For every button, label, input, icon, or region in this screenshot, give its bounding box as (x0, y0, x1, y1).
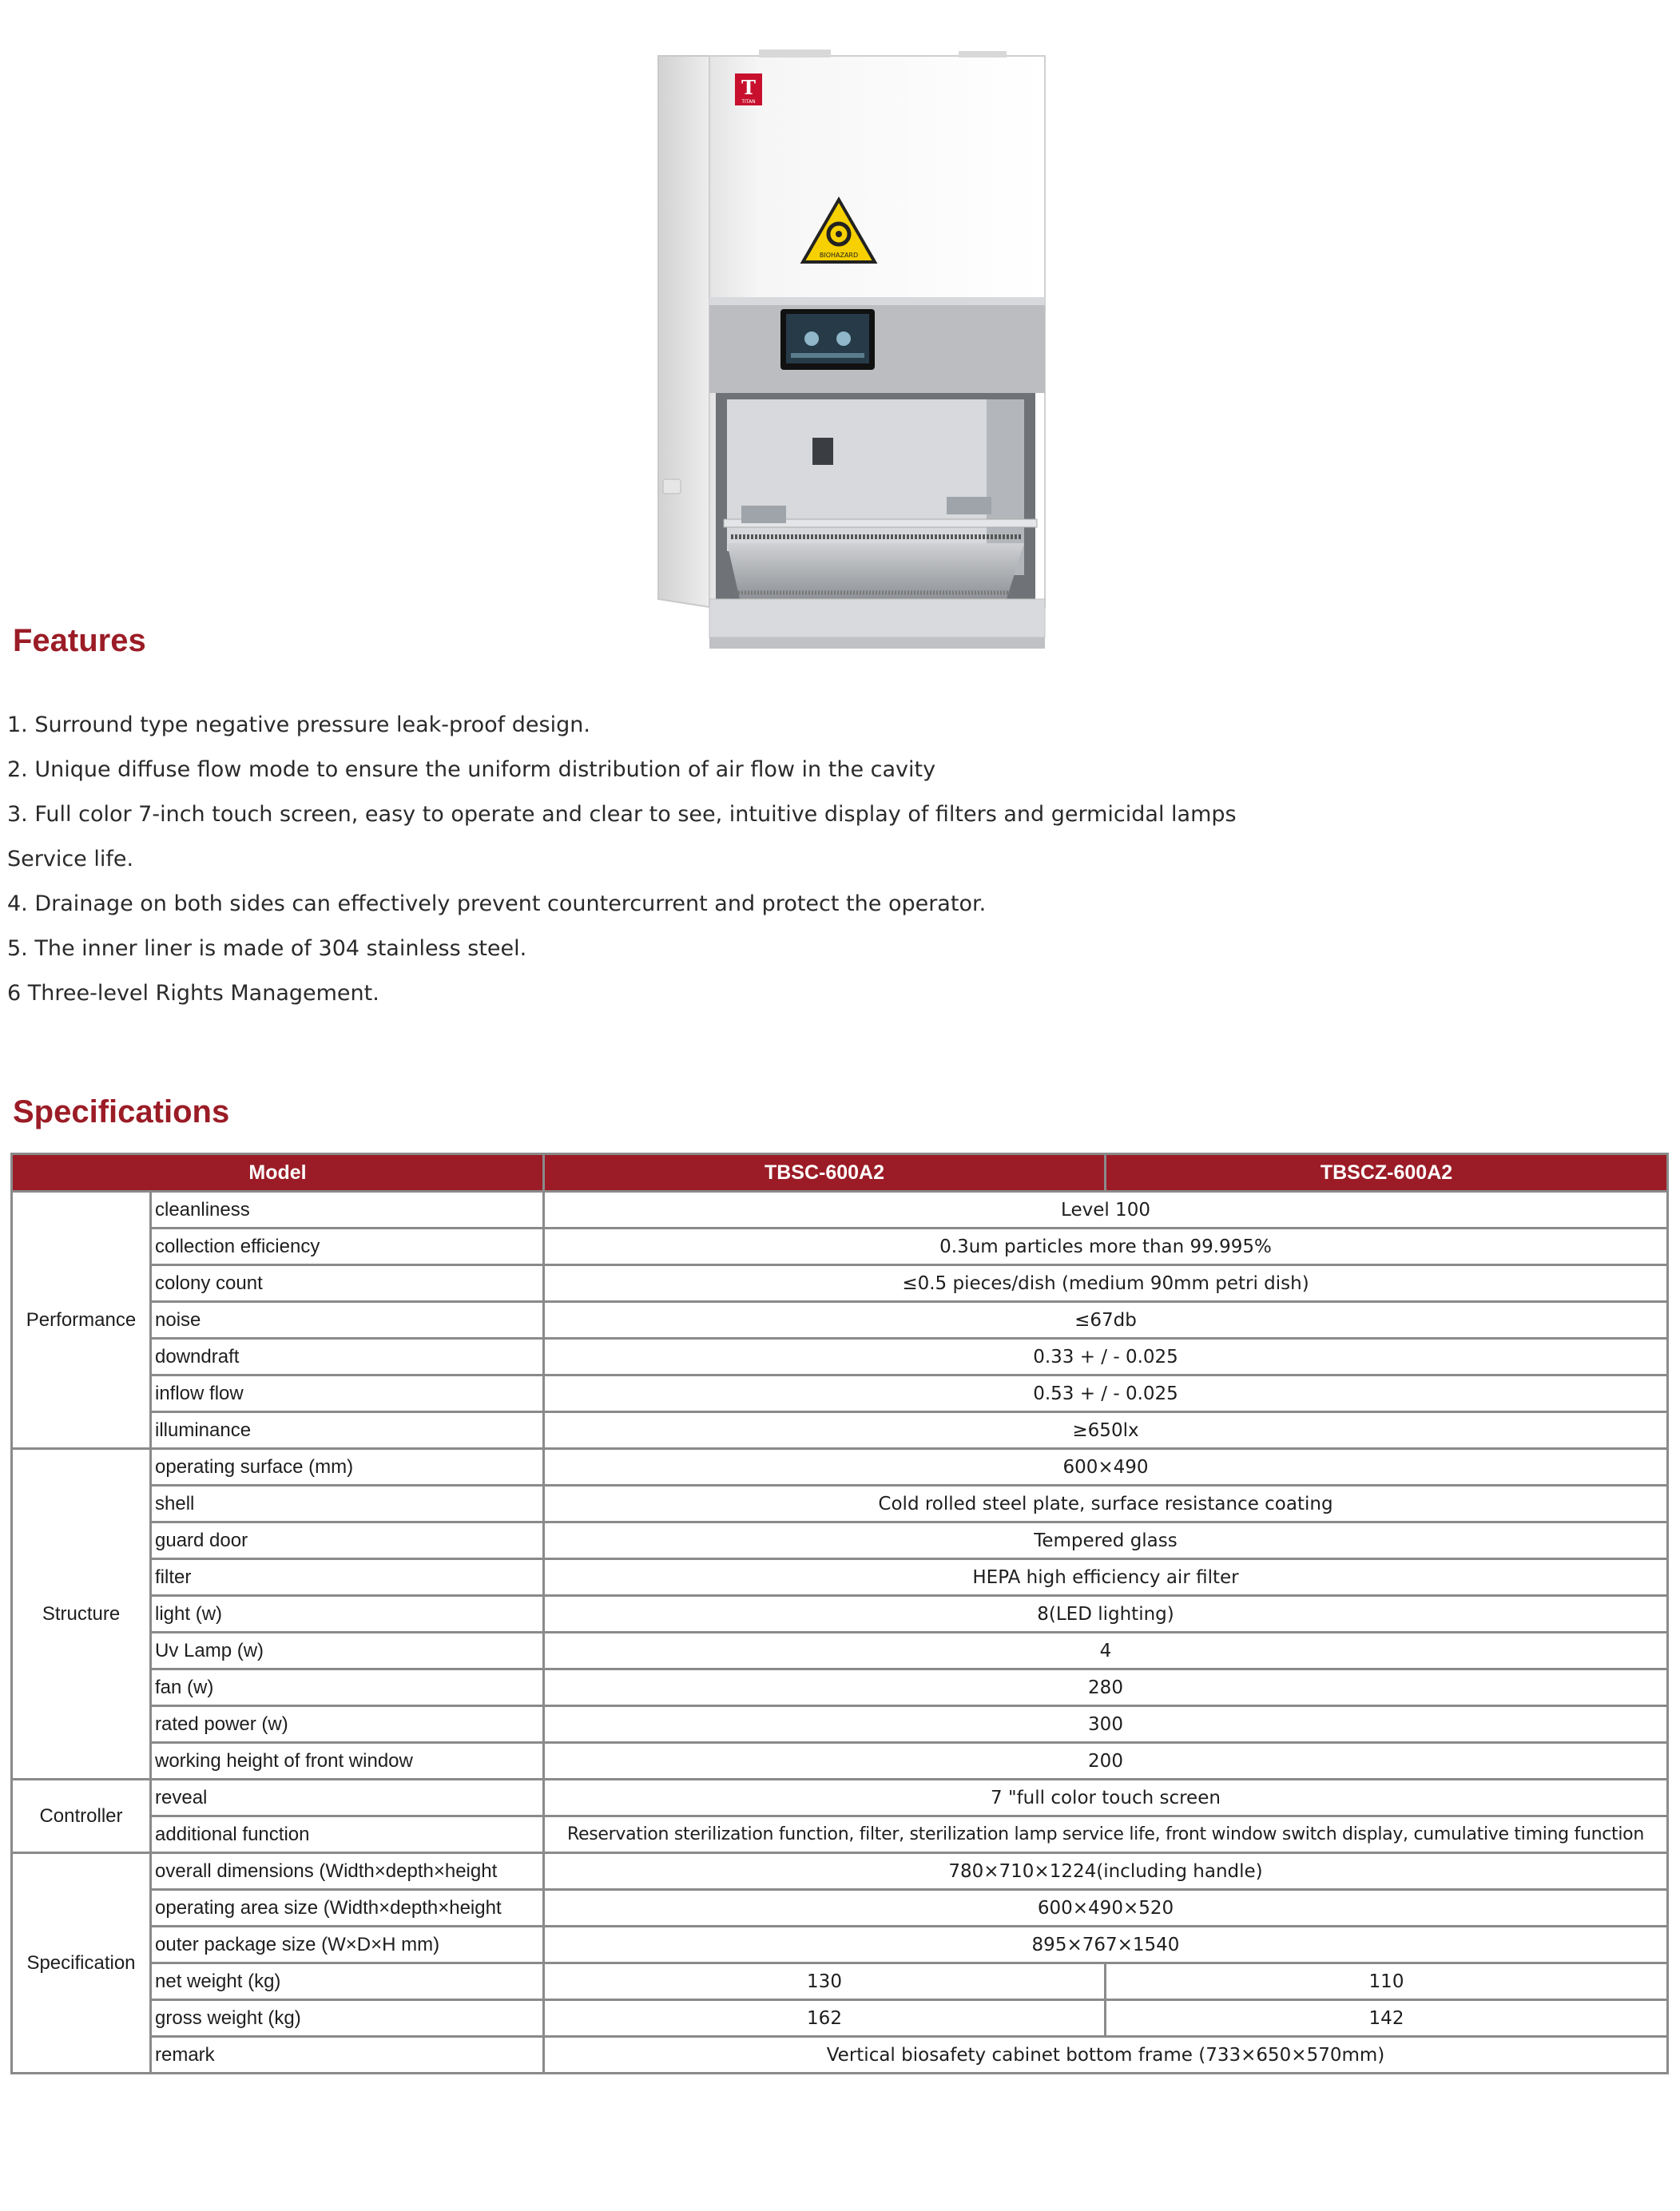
param-label: additional function (151, 1816, 544, 1853)
param-label: Uv Lamp (w) (151, 1633, 544, 1669)
feature-item: Service life. (7, 847, 134, 871)
table-row (12, 1927, 1668, 1963)
group-label-controller: Controller (12, 1780, 151, 1853)
param-label: rated power (w) (151, 1706, 544, 1743)
param-label: gross weight (kg) (151, 2000, 544, 2037)
param-value: 7 "full color touch screen (544, 1780, 1668, 1816)
feature-item: 3. Full color 7-inch touch screen, easy to operate and clear to see, intuitive display of filters and germicidal lamps (7, 802, 1237, 827)
table-row (12, 1559, 1668, 1596)
param-label: operating area size (Width×depth×height (151, 1890, 544, 1927)
param-label: reveal (151, 1780, 544, 1816)
table-row (12, 1963, 1668, 2000)
param-value: 4 (544, 1633, 1668, 1669)
table-row (12, 1449, 1668, 1486)
table-row (12, 1669, 1668, 1706)
table-header-row (12, 1154, 1668, 1192)
table-row (12, 2037, 1668, 2074)
param-value-model-a: 130 (544, 1963, 1106, 2000)
touch-screen-display (780, 309, 875, 370)
svg-text:BIOHAZARD: BIOHAZARD (819, 252, 859, 259)
param-label: light (w) (151, 1596, 544, 1633)
param-value: 8(LED lighting) (544, 1596, 1668, 1633)
table-row (12, 1633, 1668, 1669)
param-label: noise (151, 1302, 544, 1339)
group-label-specification: Specification (12, 1853, 151, 2074)
param-label: operating surface (mm) (151, 1449, 544, 1486)
param-label: filter (151, 1559, 544, 1596)
param-value: ≤0.5 pieces/dish (medium 90mm petri dish) (544, 1265, 1668, 1302)
specifications-heading: Specifications (13, 1094, 230, 1129)
param-label: collection efficiency (151, 1229, 544, 1265)
table-row (12, 1412, 1668, 1449)
table-row (12, 1522, 1668, 1559)
param-label: downdraft (151, 1339, 544, 1375)
table-row (12, 1375, 1668, 1412)
table-row (12, 1743, 1668, 1780)
table-row (12, 1192, 1668, 1229)
param-value: 0.53 + / - 0.025 (544, 1375, 1668, 1412)
table-row (12, 2000, 1668, 2037)
param-label: colony count (151, 1265, 544, 1302)
param-label: inflow flow (151, 1375, 544, 1412)
table-row (12, 1339, 1668, 1375)
feature-item: 4. Drainage on both sides can effectively prevent countercurrent and protect the operator. (7, 891, 987, 916)
param-value: ≤67db (544, 1302, 1668, 1339)
group-label-performance: Performance (12, 1192, 151, 1449)
table-row (12, 1265, 1668, 1302)
param-value: 600×490 (544, 1449, 1668, 1486)
param-value: Level 100 (544, 1192, 1668, 1229)
param-value: Reservation sterilization function, filter, sterilization lamp service life, front window switch display, cumulative timing function (544, 1816, 1668, 1853)
param-value: 0.3um particles more than 99.995% (544, 1229, 1668, 1265)
param-value: 780×710×1224(including handle) (544, 1853, 1668, 1890)
group-label-structure: Structure (12, 1449, 151, 1780)
table-row (12, 1486, 1668, 1522)
param-label: guard door (151, 1522, 544, 1559)
param-label: working height of front window (151, 1743, 544, 1780)
table-row (12, 1853, 1668, 1890)
table-row (12, 1229, 1668, 1265)
feature-item: 5. The inner liner is made of 304 stainless steel. (7, 936, 527, 961)
param-value: Cold rolled steel plate, surface resistance coating (544, 1486, 1668, 1522)
param-value: 0.33 + / - 0.025 (544, 1339, 1668, 1375)
model-a-header: TBSC-600A2 (544, 1154, 1106, 1192)
feature-item: 6 Three-level Rights Management. (7, 981, 379, 1006)
svg-text:TITAN: TITAN (741, 99, 756, 105)
param-value-model-b: 110 (1106, 1963, 1668, 2000)
param-label: shell (151, 1486, 544, 1522)
features-heading: Features (13, 623, 146, 658)
model-header: Model (12, 1154, 544, 1192)
table-row (12, 1780, 1668, 1816)
feature-item: 2. Unique diffuse flow mode to ensure the uniform distribution of air flow in the cavity (7, 757, 936, 782)
param-value: ≥650lx (544, 1412, 1668, 1449)
param-value-model-b: 142 (1106, 2000, 1668, 2037)
param-value: 600×490×520 (544, 1890, 1668, 1927)
param-label: remark (151, 2037, 544, 2074)
param-label: illuminance (151, 1412, 544, 1449)
specifications-table (10, 1153, 1669, 2074)
param-label: fan (w) (151, 1669, 544, 1706)
features-list (7, 703, 1605, 1016)
param-label: cleanliness (151, 1192, 544, 1229)
brand-logo-letter: T (741, 76, 756, 99)
table-row (12, 1890, 1668, 1927)
param-label: outer package size (W×D×H mm) (151, 1927, 544, 1963)
param-value: 300 (544, 1706, 1668, 1743)
param-value: 200 (544, 1743, 1668, 1780)
param-value: Vertical biosafety cabinet bottom frame (733×650×570mm) (544, 2037, 1668, 2074)
param-label: overall dimensions (Width×depth×height (151, 1853, 544, 1890)
param-label: net weight (kg) (151, 1963, 544, 2000)
model-b-header: TBSCZ-600A2 (1106, 1154, 1668, 1192)
table-row (12, 1706, 1668, 1743)
table-row (12, 1816, 1668, 1853)
feature-item: 1. Surround type negative pressure leak-proof design. (7, 713, 590, 737)
table-row (12, 1596, 1668, 1633)
param-value-model-a: 162 (544, 2000, 1106, 2037)
param-value: 280 (544, 1669, 1668, 1706)
table-row (12, 1302, 1668, 1339)
param-value: Tempered glass (544, 1522, 1668, 1559)
param-value: 895×767×1540 (544, 1927, 1668, 1963)
param-value: HEPA high efficiency air filter (544, 1559, 1668, 1596)
biosafety-cabinet-image (647, 48, 1070, 659)
